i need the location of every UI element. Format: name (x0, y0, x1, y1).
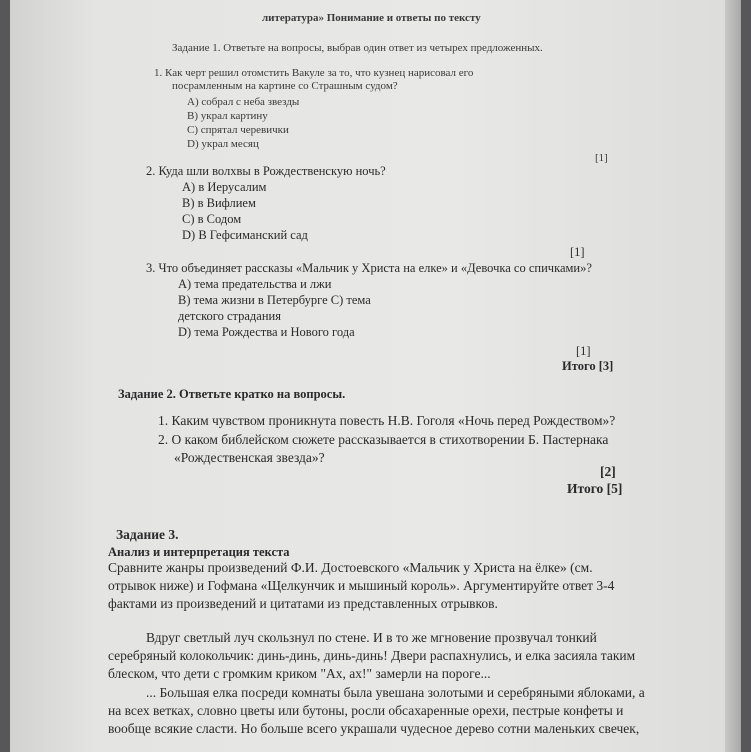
excerpt-line3: блеском, что дети с громким криком "Ах, ах!" замерли на пороге... (108, 666, 491, 681)
task3-text-line3: фактами из произведений и цитатами из представленных отрывков. (108, 596, 498, 611)
q2-option-c: C) в Содом (182, 212, 242, 226)
q2-option-d: D) В Гефсиманский сад (182, 228, 308, 242)
excerpt-line2: серебряный колокольчик: динь-динь, динь-динь! Двери распахнулись, и елка засияла таким (108, 648, 636, 663)
excerpt-line6: вообще всякие сласти. Но больше всего украшали чудесное дерево сотни маленьких свечек, (108, 721, 640, 736)
q1-line1: 1. Как черт решил отомстить Вакуле за то, что кузнец нарисовал его (154, 67, 474, 79)
document-page (10, 0, 741, 752)
q3-option-d: D) тема Рождества и Нового года (178, 325, 355, 339)
task2-q2-line2: «Рождественская звезда»? (174, 450, 325, 465)
q1-option-a: A) собрал с неба звезды (187, 96, 300, 108)
q1-score: [1] (595, 152, 608, 164)
task2-q2-line1: 2. О каком библейском сюжете рассказывается в стихотворении Б. Пастернака (158, 432, 609, 447)
page-header: литература» Понимание и ответы по тексту (262, 12, 481, 24)
q2-line1: 2. Куда шли волхвы в Рождественскую ночь? (146, 164, 386, 178)
task3-text-line1: Сравните жанры произведений Ф.И. Достоевского «Мальчик у Христа на ёлке» (см. (108, 560, 593, 575)
excerpt-line5: на всех ветках, словно цветы или бутоны, росли обсахаренные орехи, пестрые конфеты и (108, 703, 624, 718)
q3-score: [1] (576, 344, 591, 358)
q3-option-a: A) тема предательства и лжи (178, 277, 332, 291)
q1-line2: посрамленным на картине со Страшным судом? (172, 80, 398, 92)
q1-option-c: C) спрятал черевички (187, 124, 289, 136)
excerpt-line4: ... Большая елка посреди комнаты была увешана золотыми и серебряными яблоками, а (146, 685, 645, 700)
q2-option-b: B) в Вифлием (182, 196, 256, 210)
q1-option-d: D) украл месяц (187, 138, 259, 150)
q3-option-b: B) тема жизни в Петербурге C) тема (178, 293, 371, 307)
task3-subtitle: Анализ и интерпретация текста (108, 545, 290, 559)
task2-score: [2] (600, 464, 616, 479)
excerpt-line1: Вдруг светлый луч скользнул по стене. И в то же мгновение прозвучал тонкий (146, 630, 597, 645)
task1-total: Итого [3] (562, 359, 614, 373)
task1-title: Задание 1. Ответьте на вопросы, выбрав один ответ из четырех предложенных. (172, 42, 543, 54)
task2-q1: 1. Каким чувством проникнута повесть Н.В. Гоголя «Ночь перед Рождеством»? (158, 413, 616, 428)
q2-score: [1] (570, 245, 585, 259)
task2-total: Итого [5] (567, 481, 623, 496)
q3-line1: 3. Что объединяет рассказы «Мальчик у Христа на елке» и «Девочка со спичками»? (146, 261, 592, 275)
q2-option-a: A) в Иерусалим (182, 180, 267, 194)
q3-option-b-cont: детского страдания (178, 309, 281, 323)
task3-title: Задание 3. (116, 527, 179, 542)
task3-text-line2: отрывок ниже) и Гофмана «Щелкунчик и мышиный король». Аргументируйте ответ 3-4 (108, 578, 615, 593)
task2-title: Задание 2. Ответьте кратко на вопросы. (118, 387, 346, 401)
page-binding-shadow (725, 0, 741, 752)
q1-option-b: B) украл картину (187, 110, 268, 122)
